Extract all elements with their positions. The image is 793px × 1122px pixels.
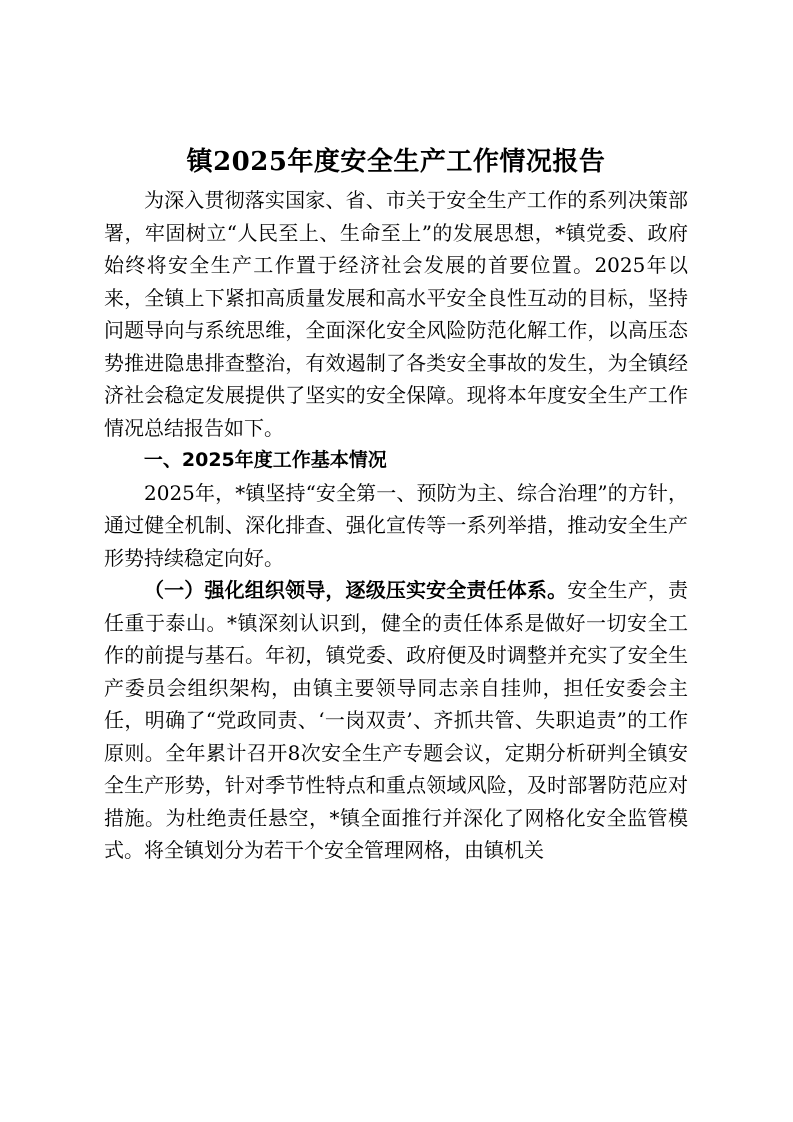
section-heading-basic-situation: 一、2025年度工作基本情况	[143, 449, 387, 471]
subsection-body-organization: 安全生产，责任重于泰山。*镇深刻认识到，健全的责任体系是做好一切安全工作的前提与基石。年初，镇党委、政府便及时调整并充实了安全生产委员会组织架构，由镇主要领导同志亲自挂帅，担任安委会主任，明确了“党政同责、‘一岗双责’、齐抓共管、失职追责”的工作原则。全年累计召开8次安全生产专题会议，定期分析研判全镇安全生产形势，针对季节性特点和重点领域风险，及时部署防范应对措施。为杜绝责任悬空，*镇全面推行并深化了网格化安全监管模式。将全镇划分为若干个安全管理网格，由镇机关	[104, 578, 689, 862]
section-body-paragraph: 2025年，*镇坚持“安全第一、预防为主、综合治理”的方针，通过健全机制、深化排查、强化宣传等一系列举措，推动安全生产形势持续稳定向好。	[104, 480, 688, 570]
subsection-paragraph-organization	[104, 574, 688, 867]
intro-paragraph: 为深入贯彻落实国家、省、市关于安全生产工作的系列决策部署，牢固树立“人民至上、生命至上”的发展思想，*镇党委、政府始终将安全生产工作置于经济社会发展的首要位置。2025年以来，全镇上下紧扣高质量发展和高水平安全良性互动的目标，坚持问题导向与系统思维，全面深化安全风险防范化解工作，以高压态势推进隐患排查整治，有效遏制了各类安全事故的发生，为全镇经济社会稳定发展提供了坚实的安全保障。现将本年度安全生产工作情况总结报告如下。	[104, 188, 688, 440]
subsection-heading-organization: （一）强化组织领导，逐级压实安全责任体系。	[144, 578, 568, 602]
document-content	[104, 140, 688, 867]
document-title: 镇2025年度安全生产工作情况报告	[186, 147, 606, 177]
